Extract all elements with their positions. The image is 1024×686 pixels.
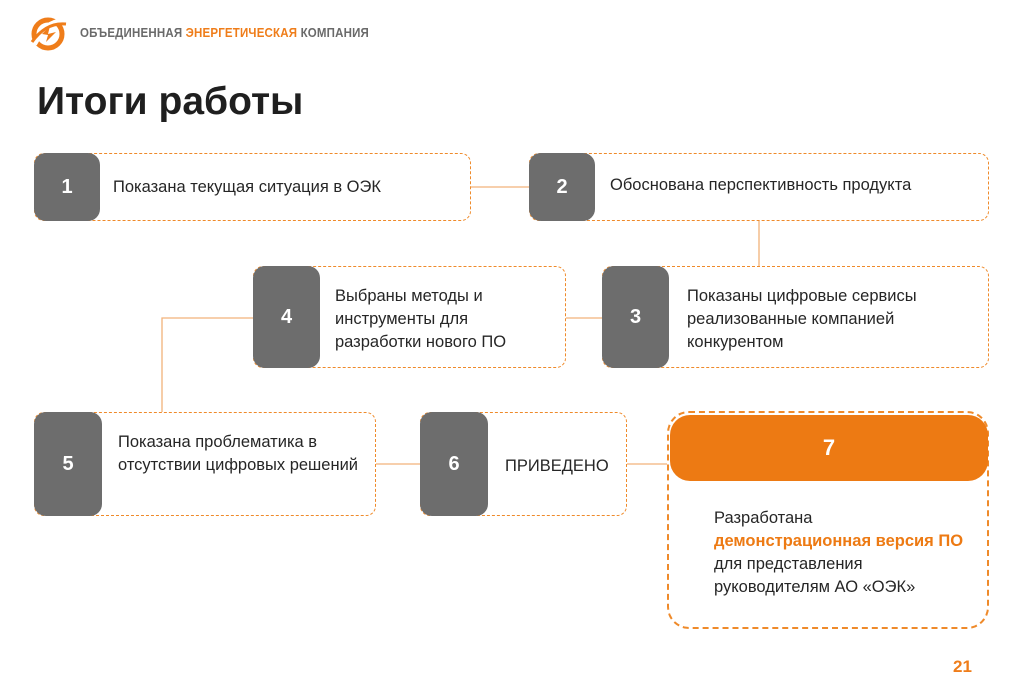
step-5-text: Показана проблематика в отсутствии цифровых решений <box>118 433 359 474</box>
step-3-number: 3 <box>602 266 669 368</box>
logo-text-part2: ЭНЕРГЕТИЧЕСКАЯ <box>185 26 298 40</box>
step-4-number: 4 <box>253 266 320 368</box>
page-number: 21 <box>953 657 972 676</box>
step-6-number: 6 <box>420 412 488 516</box>
step-3-text: Показаны цифровые сервисы реализованные компанией конкурентом <box>687 287 917 351</box>
step-1-text: Показана текущая ситуация в ОЭК <box>113 178 381 196</box>
step-4-text: Выбраны методы и инструменты для разработки нового ПО <box>335 287 507 351</box>
step-7-text-before: Разработана <box>714 509 813 527</box>
step-6-text: ПРИВЕДЕНО <box>505 457 609 475</box>
step-7-text <box>714 507 974 599</box>
step-2-text: Обоснована перспективность продукта <box>610 176 912 194</box>
step-5-number: 5 <box>34 412 102 516</box>
step-1-number: 1 <box>34 153 100 221</box>
step-7-number: 7 <box>670 415 988 481</box>
step-7-text-after: для представления руководителям АО «ОЭК» <box>714 555 916 596</box>
step-7-text-highlight: демонстрационная версия ПО <box>714 532 964 550</box>
logo-text-part1: ОБЪЕДИНЕННАЯ <box>80 26 186 40</box>
page-title: Итоги работы <box>37 80 304 123</box>
logo-text-part3: КОМПАНИЯ <box>297 26 369 40</box>
step-2-number: 2 <box>529 153 595 221</box>
